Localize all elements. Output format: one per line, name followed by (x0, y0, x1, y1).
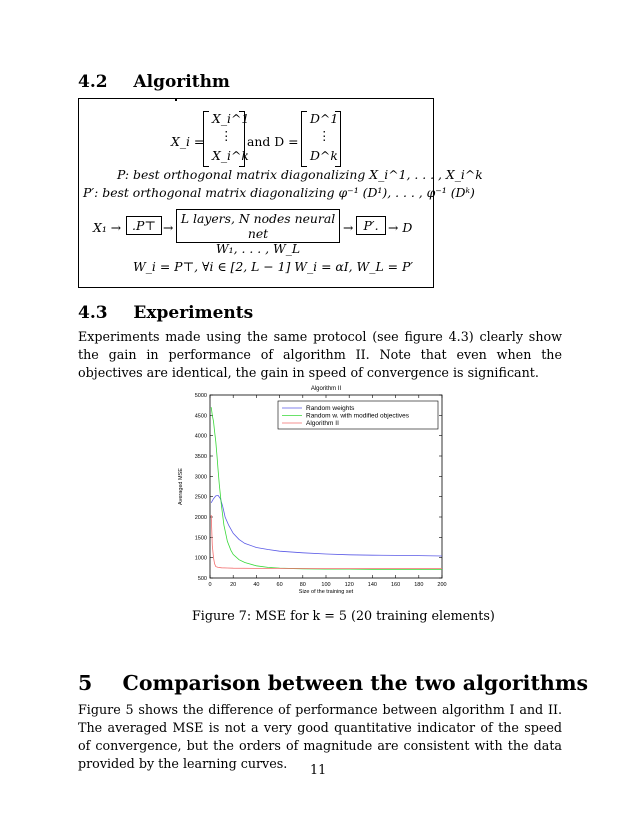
and-d-definition: and D = (247, 134, 299, 149)
x-tick-label: 180 (414, 582, 424, 588)
nn-description: L layers, N nodes neural net (180, 211, 336, 241)
nn-box-placeholder (175, 99, 177, 101)
comparison-paragraph: Figure 5 shows the difference of performance between algorithm I and II. The averaged MSE is not a very good quantitative indicator of the speed of convergence, but the orders of magnitude are consistent with the data provided by the learning curves. (78, 702, 562, 771)
x-tick-label: 0 (208, 582, 212, 588)
x-tick-label: 200 (437, 582, 447, 588)
weights-definition: W_i = P⊤, ∀i ∈ [2, L − 1] W_i = αI, W_L = P′ (133, 259, 414, 274)
x-tick-label: 20 (230, 582, 237, 588)
mse-chart (170, 378, 460, 598)
y-tick-label: 1000 (194, 555, 207, 562)
p-definition: P: best orthogonal matrix diagonalizing X_i^1, . . . , X_i^k (117, 167, 483, 182)
flow-input: X₁ → (93, 220, 122, 235)
legend-label-3: Algorithm II (306, 420, 339, 427)
xi-vertical-dots: ⋮ (220, 128, 233, 143)
x-tick-label: 40 (253, 582, 260, 588)
y-tick-label: 2000 (194, 515, 207, 521)
y-axis-label: Averaged MSE (178, 468, 184, 505)
d-vertical-dots: ⋮ (318, 128, 331, 143)
legend-label-1: Random weights (306, 405, 355, 412)
y-tick-label: 3000 (194, 474, 207, 481)
legend-label-2: Random w. with modified objectives (306, 412, 409, 420)
x-tick-label: 120 (344, 582, 354, 588)
experiments-paragraph: Experiments made using the same protocol (see figure 4.3) clearly show the gain in performance of algorithm II. Note that even when the objectives are identical, the gain in speed of convergence is significant. (78, 329, 562, 380)
pprime-box: P′. (356, 216, 386, 235)
y-tick-label: 500 (197, 576, 207, 582)
section-number: 4.3 (78, 303, 108, 323)
y-tick-label: 4500 (194, 413, 207, 420)
y-tick-label: 4000 (194, 433, 207, 440)
d-top-entry: D^1 (310, 111, 339, 126)
xi-bottom-entry: X_i^k (212, 148, 249, 163)
chart-title: Algorithm II (310, 386, 342, 392)
figure-caption: Figure 7: MSE for k = 5 (20 training elements) (192, 608, 495, 623)
xi-top-entry: X_i^1 (212, 111, 250, 126)
y-tick-label: 5000 (194, 393, 207, 399)
x-tick-label: 80 (299, 582, 306, 588)
x-tick-label: 160 (391, 582, 401, 588)
y-tick-label: 3500 (194, 454, 207, 460)
section-heading-4-2 (78, 72, 230, 92)
d-bottom-entry: D^k (310, 148, 338, 163)
pt-box: .P⊤ (126, 216, 162, 235)
section-title: Comparison between the two algorithms (122, 671, 589, 695)
flow-output: → D (388, 220, 413, 235)
x-tick-label: 140 (367, 582, 377, 588)
page-number: 11 (310, 762, 327, 777)
xi-matrix-brackets (203, 111, 250, 167)
flow-arrow-2: → (343, 220, 354, 235)
section-number: 4.2 (78, 72, 108, 92)
section-title: Experiments (133, 303, 254, 323)
flow-arrow-1: → (163, 220, 174, 235)
xi-definition: X_i = (171, 134, 205, 149)
section-heading-4-3 (78, 303, 253, 323)
y-tick-label: 1500 (194, 535, 207, 542)
x-axis-label: Size of the training set (298, 589, 354, 595)
x-tick-label: 100 (321, 582, 331, 588)
section-number: 5 (78, 671, 93, 695)
section-heading-5 (78, 671, 588, 695)
x-tick-label: 60 (276, 582, 283, 588)
neural-net-box (176, 209, 340, 256)
nn-weights: W₁, . . . , W_L (215, 241, 301, 256)
d-matrix-brackets (301, 111, 341, 167)
algorithm-box (78, 98, 483, 288)
section-title: Algorithm (133, 72, 230, 92)
y-tick-label: 2500 (194, 494, 207, 501)
pprime-definition: P′: best orthogonal matrix diagonalizing φ⁻¹ (D¹), . . . , φ⁻¹ (Dᵏ) (83, 185, 475, 200)
